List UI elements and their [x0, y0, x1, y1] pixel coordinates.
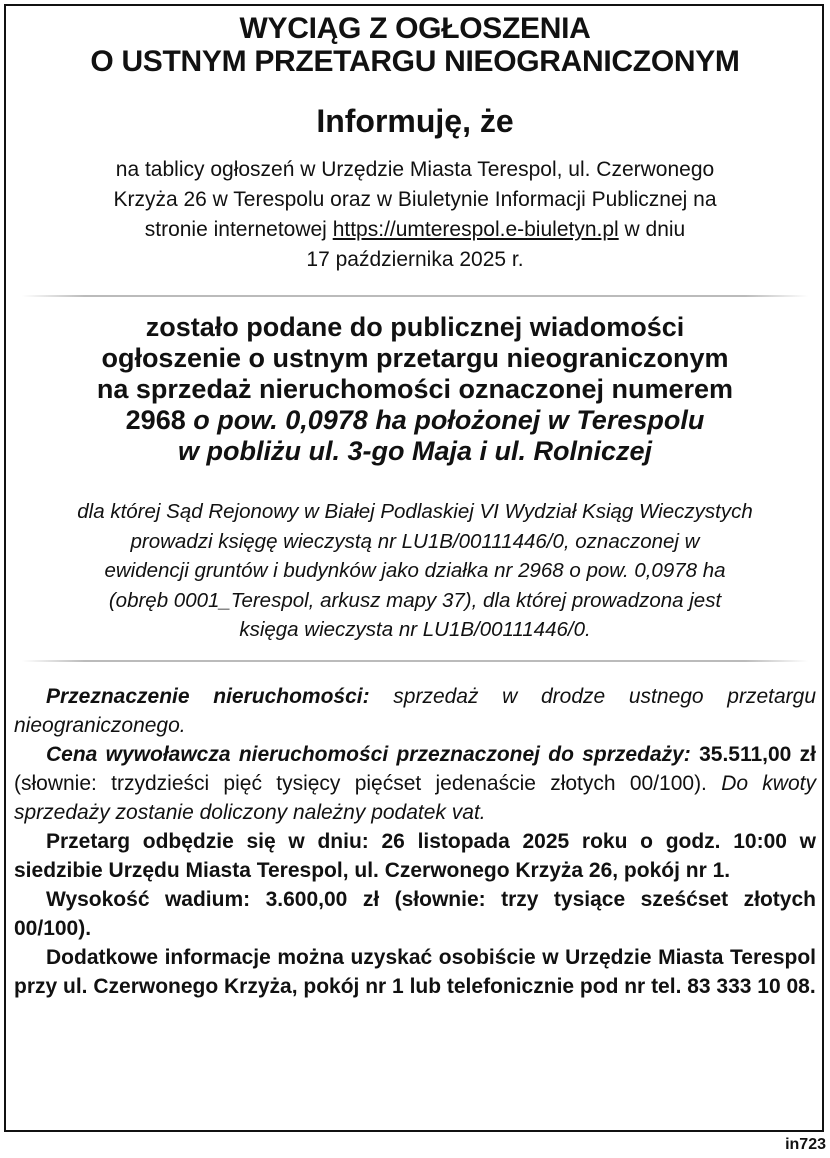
intro-line-1: na tablicy ogłoszeń w Urzędzie Miasta Terespol, ul. Czerwonego — [115, 158, 715, 181]
headline-line-2: ogłoszenie o ustnym przetargu nieograniczonym — [101, 343, 729, 373]
price-paragraph — [14, 740, 816, 827]
details-line-5: księga wieczysta nr LU1B/00111446/0. — [239, 618, 591, 641]
intro-line-2: Krzyża 26 w Terespolu oraz w Biuletynie Informacji Publicznej na — [113, 188, 717, 211]
intro-line-3 — [30, 215, 800, 245]
deposit-paragraph: Wysokość wadium: 3.600,00 zł (słownie: trzy tysiące sześćset złotych 00/100). — [14, 888, 816, 940]
intro-line-3-pre: stronie internetowej — [144, 218, 327, 241]
purpose-text: sprzedaż w drodze ustnego przetargu nieograniczonego. — [14, 685, 816, 737]
price-words: (słownie: trzydzieści pięć tysięcy pięćset jedenaście złotych 00/100). — [14, 772, 707, 795]
title-line-2: O USTNYM PRZETARGU NIEOGRANICZONYM — [90, 45, 740, 78]
details-line-2: prowadzi księgę wieczystą nr LU1B/00111446/0, oznaczonej w — [130, 529, 700, 553]
plot-number: 2968 — [125, 405, 186, 435]
price-label: Cena wywoławcza nieruchomości przeznaczonej do sprzedaży: — [46, 743, 691, 766]
intro-line-4: 17 października 2025 r. — [306, 248, 524, 271]
intro-line-3-post: w dniu — [624, 218, 686, 241]
details-line-4: (obręb 0001_Terespol, arkusz mapy 37), dla której prowadzona jest — [108, 588, 722, 612]
purpose-paragraph — [14, 682, 816, 740]
headline — [10, 312, 820, 467]
subtitle: Informuję, że — [316, 103, 514, 139]
price-note: Do kwoty sprzedaży zostanie doliczony należny podatek vat. — [14, 772, 816, 824]
details-line-1: dla której Sąd Rejonowy w Białej Podlaskiej VI Wydział Ksiąg Wieczystych — [77, 500, 753, 523]
intro-paragraph — [30, 155, 800, 275]
auction-paragraph: Przetarg odbędzie się w dniu: 26 listopada 2025 roku o godz. 10:00 w siedzibie Urzędu Miasta Terespol, ul. Czerwonego Krzyża 26, pokój nr 1. — [14, 830, 816, 882]
headline-line-4 — [10, 405, 820, 436]
headline-line-1: zostało podane do publicznej wiadomości — [145, 312, 685, 342]
purpose-label: Przeznaczenie nieruchomości: — [46, 685, 370, 708]
price-value: 35.511,00 zł — [699, 743, 816, 766]
ad-code: in723 — [785, 1136, 826, 1153]
title-line-1: WYCIĄG Z OGŁOSZENIA — [239, 12, 591, 45]
property-details — [18, 497, 812, 645]
divider-2 — [22, 660, 808, 662]
divider-1 — [22, 295, 808, 297]
info-paragraph: Dodatkowe informacje można uzyskać osobiście w Urzędzie Miasta Terespol przy ul. Czerwonego Krzyża, pokój nr 1 lub telefonicznie pod nr tel. 83 333 10 08. — [14, 946, 816, 998]
headline-line-3: na sprzedaż nieruchomości oznaczonej numerem — [96, 374, 734, 404]
bip-url-link[interactable]: https://umterespol.e-biuletyn.pl — [332, 218, 619, 241]
headline-line-4-rest: o pow. 0,0978 ha położonej w Terespolu — [193, 405, 705, 435]
headline-line-5: w pobliżu ul. 3-go Maja i ul. Rolniczej — [177, 436, 653, 466]
notice-body — [14, 682, 816, 1001]
details-line-3: ewidencji gruntów i budynków jako działka nr 2968 o pow. 0,0978 ha — [104, 559, 726, 582]
notice-title — [0, 12, 830, 78]
